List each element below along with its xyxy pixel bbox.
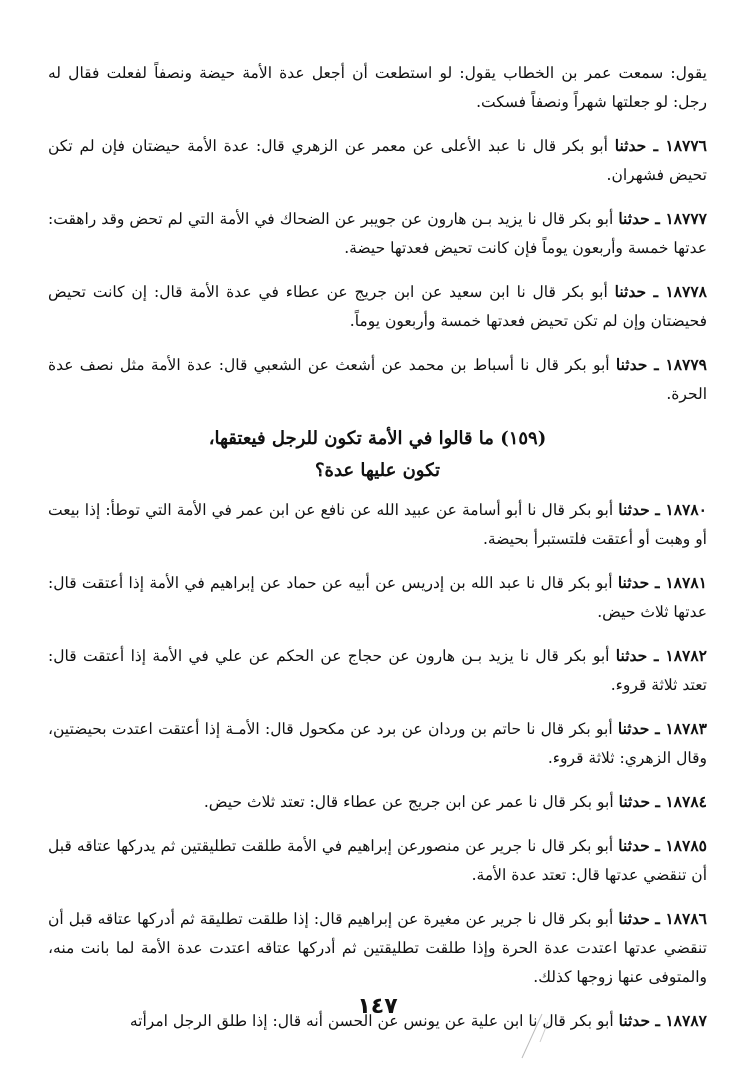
paragraph-lead: ١٨٧٨٠ ـ حدثنا: [618, 500, 708, 519]
chapter-heading: [48, 423, 707, 487]
hadith-18783: [48, 714, 707, 773]
chapter-heading-line-1: (١٥٩) ما قالوا في الأمة تكون للرجل فيعتقها،: [208, 428, 547, 449]
hadith-18782: [48, 641, 707, 700]
paragraph-lead: ١٨٧٨٥ ـ حدثنا: [618, 836, 707, 855]
paragraph-lead: ١٨٧٨٢ ـ حدثنا: [615, 646, 708, 665]
hadith-18778: [48, 277, 707, 336]
paragraph-text: أبو بكر قال نا يزيد بـن هارون عن حجاج عن الحكم عن علي في الأمة إذا أعتقت قال: تعتد ثلاثة قروء.: [48, 647, 707, 694]
paragraph-continuation: [48, 58, 707, 117]
paragraph-text: أبو بكر قال نا أسباط بن محمد عن أشعث عن الشعبي قال: عدة الأمة مثل نصف عدة الحرة.: [48, 356, 707, 403]
paragraph-lead: ١٨٧٨٧ ـ حدثنا: [618, 1011, 707, 1030]
page-number: ١٤٧: [357, 994, 398, 1019]
hadith-18779: [48, 350, 707, 409]
paragraph-text: أبو بكر قال نا عبد الله بن إدريس عن أبيه عن حماد عن إبراهيم في الأمة إذا أعتقت قال: عدتها ثلاث حيض.: [48, 574, 707, 621]
hadith-18776: [48, 131, 707, 190]
scan-scratch-mark: [512, 1012, 552, 1062]
paragraph-lead: ١٨٧٧٨ ـ حدثنا: [614, 282, 707, 301]
paragraph-text: أبو بكر قال نا حاتم بن وردان عن برد عن مكحول قال: الأمـة إذا أعتقت اعتدت بحيضتين، وقال الزهري: ثلاثة قروء.: [48, 720, 707, 767]
hadith-18777: [48, 204, 707, 263]
paragraph-text: أبو بكر قال نا جرير عن مغيرة عن إبراهيم قال: إذا طلقت تطليقة ثم أدركها عتاقه قبل أن تنقضي عدتها اعتدت عدة الحرة وإذا طلقت تطليقتين ثم أدركها عتاقه اعتدت عدة الأمة لما بانت منه، والمتوفى عنها زوجها كذلك.: [48, 910, 707, 986]
page-body: [48, 58, 707, 1036]
paragraph-text: أبو بكر قال نا أبو أسامة عن عبيد الله عن نافع عن ابن عمر في الأمة التي توطأ: إذا بيعت أو وهبت أو أعتقت فلتستبرأ بحيضة.: [48, 501, 707, 548]
hadith-18786: [48, 904, 707, 992]
paragraph-lead: ١٨٧٨٦ ـ حدثنا: [618, 909, 707, 928]
paragraph-text: أبو بكر قال نا جرير عن منصورعن إبراهيم في الأمة طلقت تطليقتين ثم يدركها عتاقه قبل أن تنقضي عدتها قال: تعتد عدة الأمة.: [48, 837, 707, 884]
paragraph-text: أبو بكر قال نا ابن سعيد عن ابن جريج عن عطاء في عدة الأمة قال: إن كانت تحيض فحيضتان وإن لم تكن تحيض فعدتها خمسة وأربعون يوماً.: [48, 283, 707, 330]
paragraph-lead: ١٨٧٨١ ـ حدثنا: [617, 573, 707, 592]
paragraph-text: أبو بكر قال نا يزيد بـن هارون عن جويبر عن الضحاك في الأمة التي لم تحض وقد راهقت: عدتها خمسة وأربعون يوماً فإن كانت تحيض فعدتها حيضة.: [48, 210, 707, 257]
paragraph-text: أبو بكر قال نا عبد الأعلى عن معمر عن الزهري قال: عدة الأمة حيضتان فإن لم تكن تحيض فشهران.: [48, 137, 707, 184]
hadith-18781: [48, 568, 707, 627]
hadith-18785: [48, 831, 707, 890]
paragraph-text: أبو بكر قال نا عمر عن ابن جريج عن عطاء قال: تعتد ثلاث حيض.: [203, 793, 619, 811]
paragraph-lead: ١٨٧٨٤ ـ حدثنا: [618, 792, 707, 811]
paragraph-text: أبو بكر قال نا ابن علية عن يونس عن الحسن أنه قال: إذا طلق الرجل امرأته: [129, 1012, 619, 1030]
paragraph-text: يقول: سمعت عمر بن الخطاب يقول: لو استطعت أن أجعل عدة الأمة حيضة ونصفاً لفعلت فقال له رجل: لو جعلتها شهراً ونصفاً فسكت.: [48, 64, 707, 111]
hadith-18784: [48, 787, 707, 817]
hadith-18780: [48, 495, 707, 554]
chapter-heading-line-2: تكون عليها عدة؟: [314, 460, 441, 481]
paragraph-lead: ١٨٧٧٧ ـ حدثنا: [618, 209, 707, 228]
paragraph-lead: ١٨٧٧٦ ـ حدثنا: [614, 136, 708, 155]
paragraph-lead: ١٨٧٨٣ ـ حدثنا: [617, 719, 707, 738]
paragraph-lead: ١٨٧٧٩ ـ حدثنا: [615, 355, 708, 374]
